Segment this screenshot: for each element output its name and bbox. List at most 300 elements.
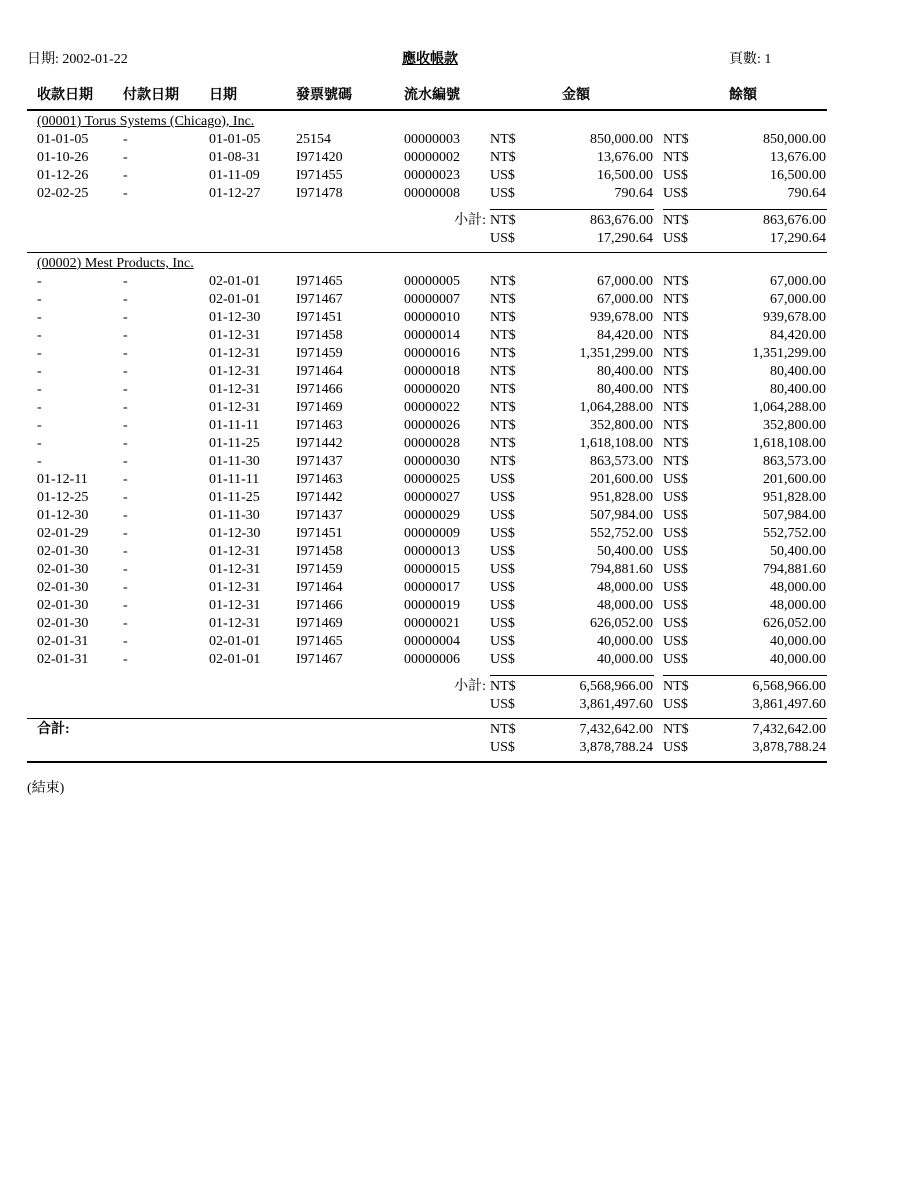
table-row <box>0 435 913 453</box>
cell-invoice: 25154 <box>296 132 331 147</box>
cell-invoice: I971465 <box>296 634 343 649</box>
cell-recv-date: 02-01-30 <box>37 580 89 595</box>
amount: 3,861,497.60 <box>579 697 653 712</box>
amount: 17,290.64 <box>597 231 653 246</box>
cell-balance: 863,573.00 <box>763 454 826 469</box>
cell-balance-currency: US$ <box>663 508 688 523</box>
cell-recv-date: 02-01-30 <box>37 562 89 577</box>
column-header-pay-date: 付款日期 <box>123 88 179 103</box>
cell-pay-date: - <box>123 598 128 613</box>
table-row <box>0 273 913 291</box>
column-header-serial: 流水編號 <box>404 88 460 103</box>
cell-invoice: I971458 <box>296 328 343 343</box>
grand-total-label: 合計: <box>37 722 70 737</box>
cell-recv-date: - <box>37 382 42 397</box>
cell-invoice: I971420 <box>296 150 343 165</box>
cell-serial: 00000027 <box>404 490 460 505</box>
cell-date: 01-11-30 <box>209 454 260 469</box>
cell-serial: 00000026 <box>404 418 460 433</box>
cell-date: 01-11-11 <box>209 418 260 433</box>
cell-recv-date: 02-01-30 <box>37 544 89 559</box>
column-header-amount: 金額 <box>562 88 590 103</box>
cell-currency: US$ <box>490 598 515 613</box>
column-header-recv-date: 收款日期 <box>37 88 93 103</box>
table-row <box>0 507 913 525</box>
table-row <box>0 345 913 363</box>
subtotal-row <box>0 696 913 714</box>
balance-currency: NT$ <box>663 679 689 694</box>
cell-amount: 67,000.00 <box>597 292 653 307</box>
cell-invoice: I971467 <box>296 292 343 307</box>
cell-balance: 67,000.00 <box>770 292 826 307</box>
cell-currency: US$ <box>490 472 515 487</box>
grand-total-row <box>0 739 913 757</box>
cell-pay-date: - <box>123 508 128 523</box>
balance: 6,568,966.00 <box>752 679 826 694</box>
cell-serial: 00000005 <box>404 274 460 289</box>
cell-balance-currency: US$ <box>663 562 688 577</box>
currency: US$ <box>490 231 515 246</box>
report-end-rule <box>27 761 827 763</box>
cell-pay-date: - <box>123 544 128 559</box>
cell-recv-date: - <box>37 310 42 325</box>
cell-balance: 50,400.00 <box>770 544 826 559</box>
cell-amount: 1,351,299.00 <box>579 346 653 361</box>
cell-amount: 67,000.00 <box>597 274 653 289</box>
cell-serial: 00000009 <box>404 526 460 541</box>
table-row <box>0 651 913 669</box>
balance-currency: US$ <box>663 697 688 712</box>
cell-invoice: I971437 <box>296 508 343 523</box>
table-row <box>0 543 913 561</box>
subtotal-rule-balance <box>663 209 827 210</box>
cell-pay-date: - <box>123 580 128 595</box>
cell-amount: 951,828.00 <box>590 490 653 505</box>
table-row <box>0 471 913 489</box>
subtotal-row <box>0 212 913 230</box>
cell-date: 01-12-31 <box>209 364 261 379</box>
cell-serial: 00000016 <box>404 346 460 361</box>
balance-currency: NT$ <box>663 722 689 737</box>
cell-date: 01-12-31 <box>209 346 261 361</box>
cell-invoice: I971442 <box>296 490 343 505</box>
cell-balance-currency: NT$ <box>663 292 689 307</box>
cell-balance-currency: NT$ <box>663 274 689 289</box>
cell-date: 01-12-30 <box>209 526 261 541</box>
cell-invoice: I971465 <box>296 274 343 289</box>
cell-recv-date: 02-01-30 <box>37 598 89 613</box>
cell-recv-date: 01-10-26 <box>37 150 89 165</box>
amount: 3,878,788.24 <box>579 740 653 755</box>
cell-date: 01-11-30 <box>209 508 260 523</box>
balance: 3,861,497.60 <box>752 697 826 712</box>
table-row <box>0 525 913 543</box>
cell-pay-date: - <box>123 328 128 343</box>
table-row <box>0 309 913 327</box>
cell-currency: US$ <box>490 562 515 577</box>
cell-balance-currency: NT$ <box>663 346 689 361</box>
cell-date: 01-01-05 <box>209 132 261 147</box>
cell-balance-currency: NT$ <box>663 436 689 451</box>
cell-balance: 201,600.00 <box>763 472 826 487</box>
cell-invoice: I971463 <box>296 418 343 433</box>
subtotal-row <box>0 678 913 696</box>
cell-serial: 00000019 <box>404 598 460 613</box>
cell-balance-currency: US$ <box>663 472 688 487</box>
cell-serial: 00000030 <box>404 454 460 469</box>
cell-date: 01-12-31 <box>209 616 261 631</box>
cell-date: 02-01-01 <box>209 274 261 289</box>
subtotal-label: 小計: <box>454 679 486 694</box>
cell-pay-date: - <box>123 346 128 361</box>
cell-currency: US$ <box>490 490 515 505</box>
cell-date: 01-08-31 <box>209 150 261 165</box>
cell-serial: 00000003 <box>404 132 460 147</box>
cell-balance: 1,351,299.00 <box>752 346 826 361</box>
table-row <box>0 561 913 579</box>
balance-currency: US$ <box>663 231 688 246</box>
cell-invoice: I971437 <box>296 454 343 469</box>
cell-balance: 794,881.60 <box>763 562 826 577</box>
cell-invoice: I971464 <box>296 364 343 379</box>
cell-invoice: I971467 <box>296 652 343 667</box>
cell-date: 01-12-31 <box>209 580 261 595</box>
cell-amount: 790.64 <box>614 186 653 201</box>
cell-pay-date: - <box>123 616 128 631</box>
group-separator-rule <box>27 252 827 253</box>
subtotal-rule-amount <box>490 675 654 676</box>
table-row <box>0 399 913 417</box>
cell-balance: 48,000.00 <box>770 580 826 595</box>
currency: US$ <box>490 697 515 712</box>
cell-recv-date: - <box>37 364 42 379</box>
balance: 17,290.64 <box>770 231 826 246</box>
cell-serial: 00000015 <box>404 562 460 577</box>
cell-currency: US$ <box>490 544 515 559</box>
cell-currency: US$ <box>490 634 515 649</box>
header-rule <box>27 109 827 111</box>
cell-serial: 00000022 <box>404 400 460 415</box>
cell-amount: 850,000.00 <box>590 132 653 147</box>
cell-amount: 40,000.00 <box>597 652 653 667</box>
cell-balance: 48,000.00 <box>770 598 826 613</box>
cell-currency: US$ <box>490 616 515 631</box>
cell-balance-currency: NT$ <box>663 310 689 325</box>
table-row <box>0 489 913 507</box>
cell-recv-date: 02-01-31 <box>37 634 89 649</box>
cell-balance-currency: NT$ <box>663 132 689 147</box>
table-row <box>0 363 913 381</box>
cell-invoice: I971442 <box>296 436 343 451</box>
cell-amount: 16,500.00 <box>597 168 653 183</box>
table-row <box>0 149 913 167</box>
cell-serial: 00000014 <box>404 328 460 343</box>
table-row <box>0 417 913 435</box>
cell-amount: 80,400.00 <box>597 382 653 397</box>
cell-pay-date: - <box>123 168 128 183</box>
cell-balance: 552,752.00 <box>763 526 826 541</box>
cell-amount: 13,676.00 <box>597 150 653 165</box>
cell-currency: US$ <box>490 186 515 201</box>
cell-currency: US$ <box>490 652 515 667</box>
cell-balance: 40,000.00 <box>770 652 826 667</box>
cell-serial: 00000002 <box>404 150 460 165</box>
table-row <box>0 453 913 471</box>
cell-amount: 1,064,288.00 <box>579 400 653 415</box>
cell-amount: 863,573.00 <box>590 454 653 469</box>
cell-currency: US$ <box>490 580 515 595</box>
subtotal-row <box>0 230 913 248</box>
column-header-balance: 餘額 <box>729 88 757 103</box>
cell-recv-date: - <box>37 436 42 451</box>
cell-serial: 00000028 <box>404 436 460 451</box>
cell-balance-currency: US$ <box>663 168 688 183</box>
cell-recv-date: - <box>37 274 42 289</box>
cell-invoice: I971458 <box>296 544 343 559</box>
cell-balance-currency: US$ <box>663 544 688 559</box>
cell-recv-date: 02-02-25 <box>37 186 89 201</box>
cell-currency: US$ <box>490 168 515 183</box>
currency: US$ <box>490 740 515 755</box>
balance-currency: US$ <box>663 740 688 755</box>
cell-amount: 40,000.00 <box>597 634 653 649</box>
cell-balance: 16,500.00 <box>770 168 826 183</box>
cell-serial: 00000029 <box>404 508 460 523</box>
cell-recv-date: 01-12-11 <box>37 472 88 487</box>
cell-balance-currency: NT$ <box>663 364 689 379</box>
cell-serial: 00000023 <box>404 168 460 183</box>
cell-pay-date: - <box>123 292 128 307</box>
cell-invoice: I971466 <box>296 382 343 397</box>
cell-pay-date: - <box>123 436 128 451</box>
cell-currency: NT$ <box>490 454 516 469</box>
cell-invoice: I971459 <box>296 346 343 361</box>
cell-balance: 626,052.00 <box>763 616 826 631</box>
table-row <box>0 131 913 149</box>
cell-date: 01-12-30 <box>209 310 261 325</box>
cell-pay-date: - <box>123 634 128 649</box>
cell-date: 01-12-31 <box>209 382 261 397</box>
cell-currency: NT$ <box>490 400 516 415</box>
table-row <box>0 633 913 651</box>
cell-recv-date: 01-12-25 <box>37 490 89 505</box>
cell-balance: 80,400.00 <box>770 364 826 379</box>
cell-currency: NT$ <box>490 364 516 379</box>
cell-balance: 80,400.00 <box>770 382 826 397</box>
cell-date: 02-01-01 <box>209 652 261 667</box>
cell-date: 01-12-31 <box>209 562 261 577</box>
cell-currency: US$ <box>490 508 515 523</box>
cell-balance-currency: US$ <box>663 580 688 595</box>
cell-pay-date: - <box>123 310 128 325</box>
table-row <box>0 615 913 633</box>
cell-serial: 00000025 <box>404 472 460 487</box>
currency: NT$ <box>490 679 516 694</box>
cell-currency: NT$ <box>490 274 516 289</box>
cell-date: 02-01-01 <box>209 292 261 307</box>
balance: 3,878,788.24 <box>752 740 826 755</box>
cell-balance-currency: US$ <box>663 616 688 631</box>
currency: NT$ <box>490 722 516 737</box>
cell-balance-currency: NT$ <box>663 400 689 415</box>
amount: 7,432,642.00 <box>579 722 653 737</box>
cell-serial: 00000007 <box>404 292 460 307</box>
cell-invoice: I971455 <box>296 168 343 183</box>
cell-currency: NT$ <box>490 150 516 165</box>
page-number: 頁數: 1 <box>729 52 772 67</box>
report-title: 應收帳款 <box>402 52 458 67</box>
cell-invoice: I971463 <box>296 472 343 487</box>
cell-invoice: I971459 <box>296 562 343 577</box>
table-row <box>0 185 913 203</box>
column-header-invoice: 發票號碼 <box>296 88 352 103</box>
cell-balance-currency: US$ <box>663 526 688 541</box>
cell-date: 01-12-31 <box>209 544 261 559</box>
table-row <box>0 327 913 345</box>
subtotal-rule-balance <box>663 675 827 676</box>
cell-date: 01-11-25 <box>209 490 260 505</box>
cell-balance-currency: NT$ <box>663 454 689 469</box>
cell-balance: 939,678.00 <box>763 310 826 325</box>
cell-amount: 201,600.00 <box>590 472 653 487</box>
grand-total-row <box>0 721 913 739</box>
balance: 863,676.00 <box>763 213 826 228</box>
amount: 6,568,966.00 <box>579 679 653 694</box>
cell-date: 01-12-27 <box>209 186 261 201</box>
cell-invoice: I971451 <box>296 310 343 325</box>
cell-recv-date: - <box>37 454 42 469</box>
cell-serial: 00000017 <box>404 580 460 595</box>
cell-balance: 352,800.00 <box>763 418 826 433</box>
table-row <box>0 291 913 309</box>
cell-balance: 507,984.00 <box>763 508 826 523</box>
cell-date: 01-11-11 <box>209 472 260 487</box>
cell-currency: NT$ <box>490 328 516 343</box>
cell-invoice: I971451 <box>296 526 343 541</box>
cell-currency: NT$ <box>490 382 516 397</box>
cell-balance-currency: NT$ <box>663 418 689 433</box>
cell-balance: 84,420.00 <box>770 328 826 343</box>
cell-pay-date: - <box>123 526 128 541</box>
cell-amount: 794,881.60 <box>590 562 653 577</box>
cell-amount: 939,678.00 <box>590 310 653 325</box>
cell-balance: 40,000.00 <box>770 634 826 649</box>
cell-serial: 00000018 <box>404 364 460 379</box>
group-separator-rule <box>27 718 827 719</box>
cell-serial: 00000010 <box>404 310 460 325</box>
report-date: 日期: 2002-01-22 <box>27 52 128 67</box>
cell-amount: 48,000.00 <box>597 598 653 613</box>
cell-recv-date: 02-01-29 <box>37 526 89 541</box>
cell-serial: 00000021 <box>404 616 460 631</box>
customer-group-name: (00001) Torus Systems (Chicago), Inc. <box>37 114 255 129</box>
cell-balance: 850,000.00 <box>763 132 826 147</box>
cell-pay-date: - <box>123 132 128 147</box>
cell-serial: 00000004 <box>404 634 460 649</box>
cell-currency: NT$ <box>490 292 516 307</box>
cell-amount: 352,800.00 <box>590 418 653 433</box>
cell-date: 01-12-31 <box>209 598 261 613</box>
cell-amount: 1,618,108.00 <box>579 436 653 451</box>
table-row <box>0 597 913 615</box>
cell-balance-currency: US$ <box>663 186 688 201</box>
cell-pay-date: - <box>123 364 128 379</box>
cell-amount: 552,752.00 <box>590 526 653 541</box>
cell-date: 02-01-01 <box>209 634 261 649</box>
subtotal-rule-amount <box>490 209 654 210</box>
cell-pay-date: - <box>123 150 128 165</box>
cell-invoice: I971464 <box>296 580 343 595</box>
cell-serial: 00000020 <box>404 382 460 397</box>
cell-recv-date: 01-12-26 <box>37 168 89 183</box>
cell-balance-currency: US$ <box>663 652 688 667</box>
cell-currency: NT$ <box>490 418 516 433</box>
cell-balance: 1,618,108.00 <box>752 436 826 451</box>
cell-amount: 507,984.00 <box>590 508 653 523</box>
amount: 863,676.00 <box>590 213 653 228</box>
cell-balance-currency: US$ <box>663 598 688 613</box>
cell-date: 01-12-31 <box>209 328 261 343</box>
cell-amount: 626,052.00 <box>590 616 653 631</box>
cell-balance-currency: NT$ <box>663 328 689 343</box>
cell-currency: NT$ <box>490 346 516 361</box>
cell-pay-date: - <box>123 562 128 577</box>
cell-pay-date: - <box>123 454 128 469</box>
cell-recv-date: 01-12-30 <box>37 508 89 523</box>
cell-balance: 790.64 <box>787 186 826 201</box>
cell-balance: 951,828.00 <box>763 490 826 505</box>
cell-serial: 00000008 <box>404 186 460 201</box>
cell-balance-currency: NT$ <box>663 382 689 397</box>
cell-recv-date: - <box>37 292 42 307</box>
cell-balance-currency: NT$ <box>663 150 689 165</box>
cell-currency: NT$ <box>490 132 516 147</box>
cell-date: 01-12-31 <box>209 400 261 415</box>
cell-recv-date: 02-01-31 <box>37 652 89 667</box>
cell-balance: 13,676.00 <box>770 150 826 165</box>
cell-pay-date: - <box>123 186 128 201</box>
cell-invoice: I971469 <box>296 616 343 631</box>
cell-pay-date: - <box>123 472 128 487</box>
cell-date: 01-11-25 <box>209 436 260 451</box>
cell-amount: 84,420.00 <box>597 328 653 343</box>
table-row <box>0 579 913 597</box>
cell-balance-currency: US$ <box>663 634 688 649</box>
cell-amount: 50,400.00 <box>597 544 653 559</box>
cell-invoice: I971478 <box>296 186 343 201</box>
cell-pay-date: - <box>123 382 128 397</box>
cell-amount: 48,000.00 <box>597 580 653 595</box>
cell-pay-date: - <box>123 274 128 289</box>
cell-recv-date: - <box>37 328 42 343</box>
cell-pay-date: - <box>123 418 128 433</box>
cell-invoice: I971469 <box>296 400 343 415</box>
cell-balance: 67,000.00 <box>770 274 826 289</box>
cell-pay-date: - <box>123 400 128 415</box>
balance-currency: NT$ <box>663 213 689 228</box>
cell-amount: 80,400.00 <box>597 364 653 379</box>
cell-recv-date: - <box>37 400 42 415</box>
end-marker: (結束) <box>27 781 65 796</box>
cell-currency: US$ <box>490 526 515 541</box>
table-row <box>0 381 913 399</box>
subtotal-label: 小計: <box>454 213 486 228</box>
cell-recv-date: - <box>37 346 42 361</box>
cell-date: 01-11-09 <box>209 168 260 183</box>
cell-balance: 1,064,288.00 <box>752 400 826 415</box>
cell-recv-date: 01-01-05 <box>37 132 89 147</box>
cell-pay-date: - <box>123 490 128 505</box>
